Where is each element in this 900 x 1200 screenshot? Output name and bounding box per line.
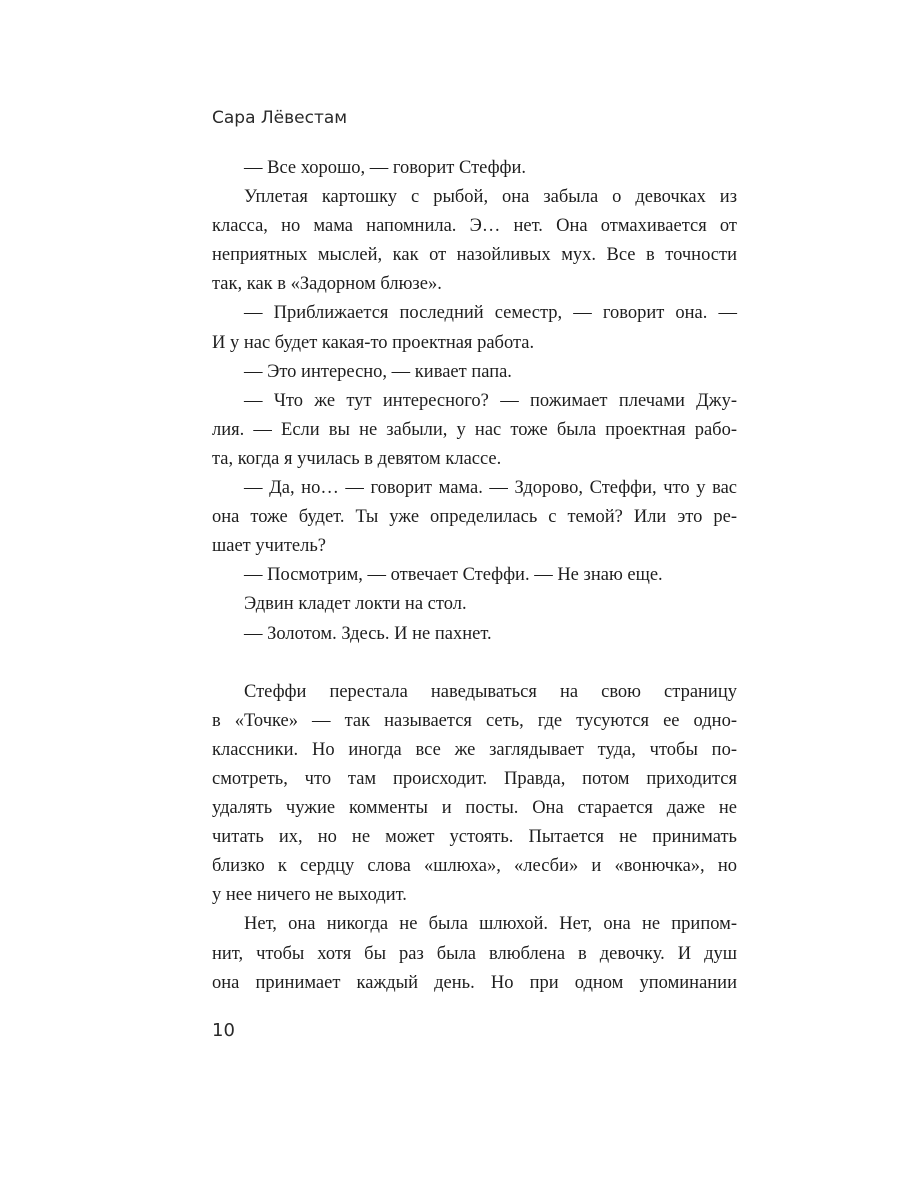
text-line: нит, чтобы хотя бы раз была влюблена в девочку. И душ [212, 943, 737, 964]
text-line: — Золотом. Здесь. И не пахнет. [244, 623, 492, 644]
text-line: Эдвин кладет локти на стол. [244, 594, 467, 615]
text-line: близко к сердцу слова «шлюха», «лесби» и «вонючка», но [212, 856, 737, 877]
text-line: неприятных мыслей, как от назойливых мух. Все в точности [212, 245, 737, 266]
text-line: она тоже будет. Ты уже определилась с темой? Или это ре- [212, 507, 737, 528]
page-number: 10 [212, 1020, 235, 1041]
text-line: у нее ничего не выходит. [212, 885, 407, 906]
text-line: — Посмотрим, — отвечает Стеффи. — Не знаю еще. [244, 565, 663, 586]
text-line: Нет, она никогда не была шлюхой. Нет, она не припом- [244, 914, 737, 935]
text-line: она принимает каждый день. Но при одном упоминании [212, 972, 737, 993]
text-line: — Приближается последний семестр, — говорит она. — [244, 303, 737, 324]
body-text [212, 154, 737, 998]
text-line: удалять чужие комменты и посты. Она старается даже не [212, 798, 737, 819]
text-line: в «Точке» — так называется сеть, где тусуются ее одно- [212, 710, 737, 731]
text-line: Стеффи перестала наведываться на свою страницу [244, 681, 737, 702]
text-line: класса, но мама напомнила. Э… нет. Она отмахивается от [212, 216, 737, 237]
text-line: — Что же тут интересного? — пожимает плечами Джу- [244, 390, 737, 411]
text-line: классники. Но иногда все же заглядывает туда, чтобы по- [212, 739, 737, 760]
text-line: лия. — Если вы не забыли, у нас тоже была проектная рабо- [212, 419, 737, 440]
text-line: Уплетая картошку с рыбой, она забыла о девочках из [244, 187, 737, 208]
text-line: — Все хорошо, — говорит Стеффи. [244, 158, 527, 178]
text-line: И у нас будет какая-то проектная работа. [212, 332, 535, 353]
text-line: смотреть, что там происходит. Правда, потом приходится [212, 768, 737, 789]
text-line: — Да, но… — говорит мама. — Здорово, Стеффи, что у вас [244, 478, 737, 499]
text-line: шает учитель? [212, 536, 327, 557]
text-line: читать их, но не может устоять. Пытается не принимать [212, 827, 737, 848]
running-head-author: Сара Лёвестам [212, 108, 348, 128]
text-line: та, когда я училась в девятом классе. [212, 448, 502, 469]
text-line: так, как в «Задорном блюзе». [212, 274, 442, 295]
text-line: — Это интересно, — кивает папа. [244, 361, 512, 382]
blank-line [212, 649, 737, 678]
